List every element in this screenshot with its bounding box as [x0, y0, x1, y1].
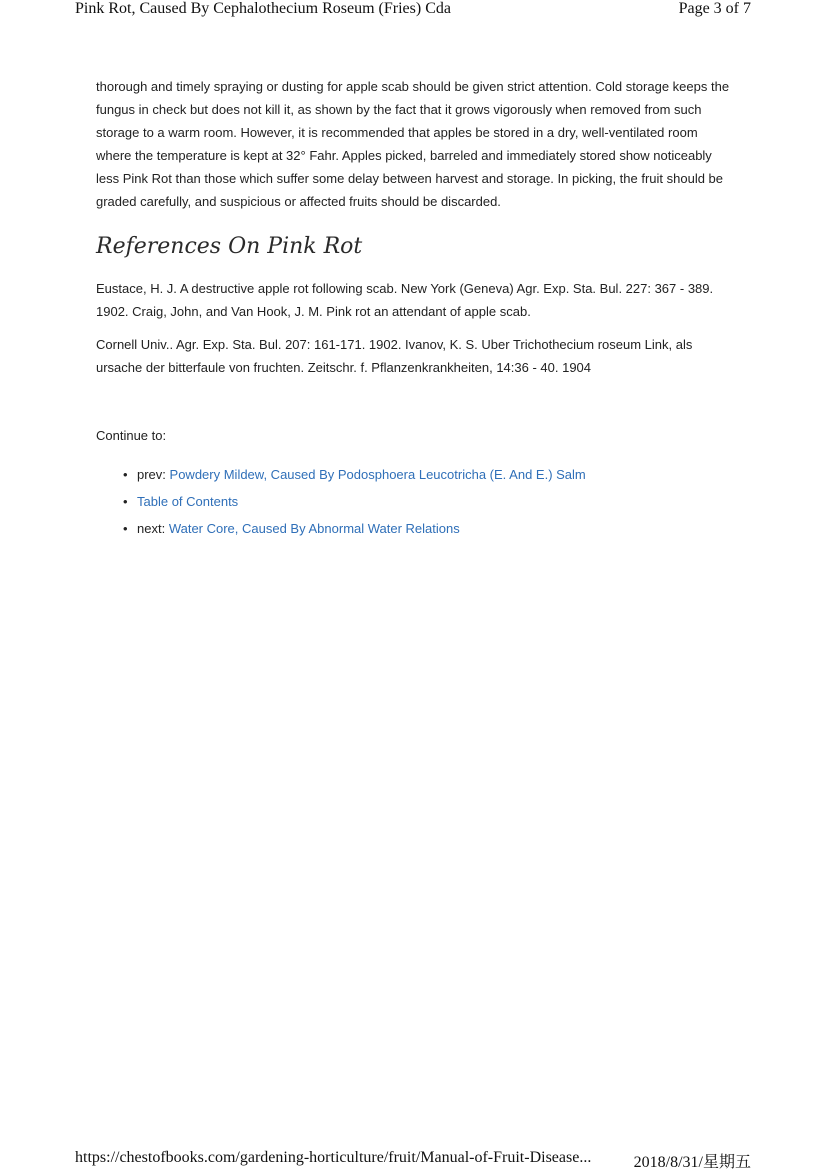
nav-item-toc	[123, 488, 736, 515]
page-navigation	[96, 461, 736, 542]
next-link[interactable]: Water Core, Caused By Abnormal Water Relations	[168, 521, 460, 536]
prev-link[interactable]: Powdery Mildew, Caused By Podosphoera Leucotricha (E. And E.) Salm	[169, 467, 586, 482]
bullet-icon: •	[123, 467, 128, 482]
print-header	[75, 0, 751, 22]
document-title: Pink Rot, Caused By Cephalothecium Roseum (Fries) Cda	[75, 0, 451, 17]
print-date: 2018/8/31/星期五	[633, 1154, 751, 1171]
page-number: Page 3 of 7	[678, 0, 751, 17]
section-heading: References On Pink Rot	[96, 234, 363, 259]
prev-prefix: prev:	[137, 467, 166, 482]
next-prefix: next:	[137, 521, 166, 536]
page-url: https://chestofbooks.com/gardening-horticulture/fruit/Manual-of-Fruit-Disease...	[75, 1149, 592, 1166]
article-content	[96, 75, 736, 542]
print-footer	[75, 1149, 751, 1169]
nav-item-next	[123, 515, 736, 542]
nav-item-prev	[123, 461, 736, 488]
continue-label: Continue to:	[96, 428, 167, 443]
bullet-icon: •	[123, 494, 128, 509]
intro-paragraph: thorough and timely spraying or dusting for apple scab should be given strict attention. Cold storage keeps the fungus in check but does not kill it, as shown by the fact that it grows vigorously when removed from such storage to a warm room. However, it is recommended that apples be stored in a dry, well-ventilated room where the temperature is kept at 32° Fahr. Apples picked, barreled and immediately stored show noticeably less Pink Rot than those which suffer some delay between harvest and storage. In picking, the fruit should be graded carefully, and suspicious or affected fruits should be discarded.	[96, 79, 730, 209]
reference-item: Eustace, H. J. A destructive apple rot following scab. New York (Geneva) Agr. Exp. Sta. Bul. 227: 367 - 389. 1902. Craig, John, and Van Hook, J. M. Pink rot an attendant of apple scab.	[96, 281, 714, 319]
table-of-contents-link[interactable]: Table of Contents	[137, 494, 239, 509]
reference-item: Cornell Univ.. Agr. Exp. Sta. Bul. 207: 161-171. 1902. Ivanov, K. S. Uber Trichothecium roseum Link, als ursache der bitterfaule von fruchten. Zeitschr. f. Pflanzenkrankheiten, 14:36 - 40. 1904	[96, 337, 693, 375]
bullet-icon: •	[123, 521, 128, 536]
